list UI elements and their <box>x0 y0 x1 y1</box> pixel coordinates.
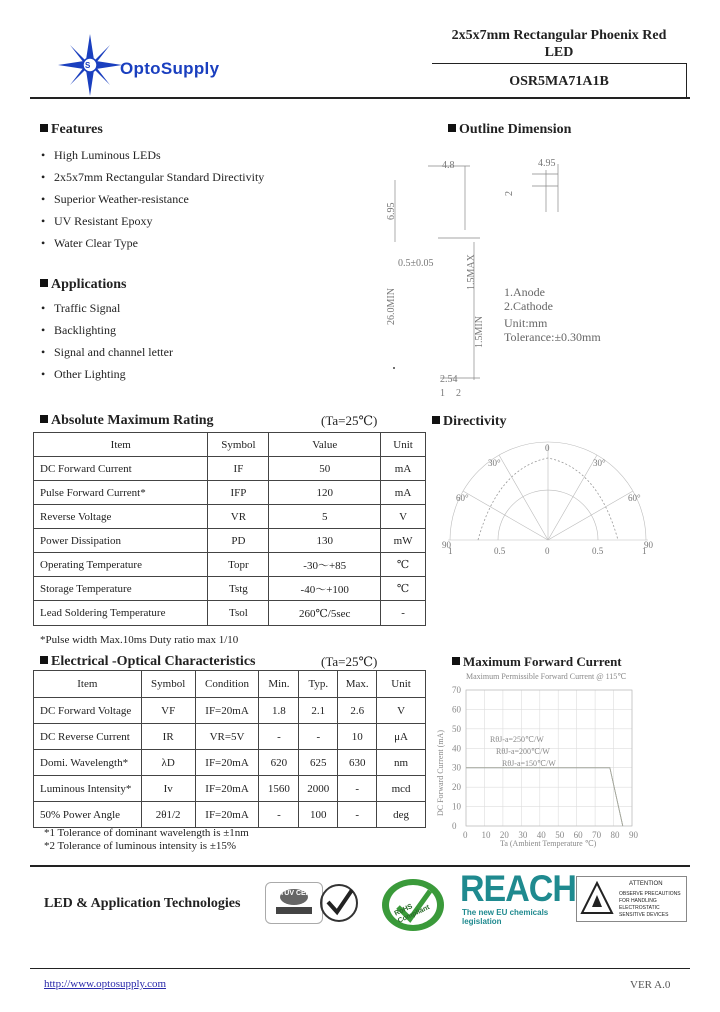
cell: 5 <box>269 505 381 529</box>
table-row <box>34 505 426 529</box>
cell: mcd <box>377 776 426 802</box>
dim-lead: 0.5±0.05 <box>398 258 434 269</box>
scale-label: 0.5 <box>592 546 604 556</box>
dim-pitch: 2.54 <box>440 374 458 385</box>
y-tick-label: 60 <box>452 704 461 715</box>
series-line <box>466 768 623 826</box>
cell: -40～+100 <box>269 577 381 601</box>
x-tick-label: 60 <box>573 830 583 840</box>
cell: 2.1 <box>299 698 338 724</box>
scale-label: 0 <box>545 546 550 556</box>
electrical-footnote-2: *2 Tolerance of luminous intensity is ±15% <box>44 840 237 852</box>
cell: V <box>377 698 426 724</box>
cell: Pulse Forward Current* <box>34 481 208 505</box>
cell: IR <box>141 724 195 750</box>
pin-1: 1 <box>440 388 445 399</box>
abs-max-title: Absolute Maximum Rating <box>40 413 214 429</box>
company-name: LED & Application Technologies <box>44 896 241 911</box>
directivity-title: Directivity <box>432 414 507 430</box>
header-cell: Item <box>34 671 142 698</box>
cell: mA <box>381 481 426 505</box>
cell: IF <box>208 457 269 481</box>
checkmark-icon <box>318 882 360 924</box>
cell: Reverse Voltage <box>34 505 208 529</box>
legend-entry: RθJ-a=150℃/W <box>502 759 556 768</box>
reach-logo: REACH <box>460 868 576 910</box>
x-tick-label: 70 <box>592 830 602 840</box>
application-item: • Signal and channel letter <box>41 345 173 359</box>
version: VER A.0 <box>630 979 671 991</box>
cell: Topr <box>208 553 269 577</box>
cell: mA <box>381 457 426 481</box>
title-divider <box>432 63 686 64</box>
x-tick-label: 50 <box>555 830 565 840</box>
cell: V <box>381 505 426 529</box>
pin-2: 2 <box>456 388 461 399</box>
y-tick-label: 50 <box>452 723 461 734</box>
cell: IFP <box>208 481 269 505</box>
cell: Domi. Wavelength* <box>34 750 142 776</box>
feature-item: • Superior Weather-resistance <box>41 192 189 206</box>
cell: 630 <box>338 750 377 776</box>
y-tick-label: 10 <box>452 801 461 812</box>
title-line-1: 2x5x7mm Rectangular Phoenix Red <box>451 28 667 43</box>
legend-entry: RθJ-a=250℃/W <box>490 735 544 744</box>
outline-title: Outline Dimension <box>448 122 571 138</box>
angle-label: 0 <box>545 443 550 453</box>
abs-max-footnote: *Pulse width Max.10ms Duty ratio max 1/10 <box>40 634 239 646</box>
table-row <box>34 529 426 553</box>
header-cell: Symbol <box>141 671 195 698</box>
x-tick-label: 10 <box>481 830 491 840</box>
header-right-vline <box>686 63 687 97</box>
header-cell: Condition <box>195 671 259 698</box>
cell: Power Dissipation <box>34 529 208 553</box>
feature-item: • Water Clear Type <box>41 236 138 250</box>
table-row <box>34 802 426 828</box>
cell: λD <box>141 750 195 776</box>
cell: deg <box>377 802 426 828</box>
cell: IF=20mA <box>195 776 259 802</box>
logo-star-icon <box>58 34 128 96</box>
cell: Lead Soldering Temperature <box>34 601 208 626</box>
dim-flange: 1.5MAX <box>466 254 477 290</box>
cell: VR=5V <box>195 724 259 750</box>
feature-item: • 2x5x7mm Rectangular Standard Directivity <box>41 170 265 184</box>
feature-item: • UV Resistant Epoxy <box>41 214 153 228</box>
header-cell: Typ. <box>299 671 338 698</box>
table-row <box>34 750 426 776</box>
cell: 2.6 <box>338 698 377 724</box>
tuv-icon <box>266 883 322 923</box>
cell: -30～+85 <box>269 553 381 577</box>
logo <box>58 34 128 104</box>
header-cell: Value <box>269 433 381 457</box>
dim-width: 4.8 <box>442 160 455 171</box>
legend-entry: RθJ-a=200℃/W <box>496 747 550 756</box>
feature-item: • High Luminous LEDs <box>41 148 161 162</box>
esd-title: ATTENTION <box>629 881 663 887</box>
series-line <box>466 768 623 826</box>
cell: VR <box>208 505 269 529</box>
table-row <box>34 481 426 505</box>
cell: DC Forward Current <box>34 457 208 481</box>
abs-max-condition: (Ta=25℃) <box>321 413 378 428</box>
scale-label: 1 <box>642 546 647 556</box>
electrical-condition: (Ta=25℃) <box>321 654 378 669</box>
table-row <box>34 457 426 481</box>
angle-label: 60° <box>628 493 641 503</box>
cell: 50% Power Angle <box>34 802 142 828</box>
cell: 50 <box>269 457 381 481</box>
y-tick-label: 70 <box>452 685 461 695</box>
esd-line: FOR HANDLING <box>619 898 657 904</box>
note-tolerance: Tolerance:±0.30mm <box>504 330 601 344</box>
scale-label: 0.5 <box>494 546 506 556</box>
x-tick-label: 90 <box>629 830 638 840</box>
svg-text:S: S <box>85 61 91 70</box>
cell: Luminous Intensity* <box>34 776 142 802</box>
header-cell: Unit <box>381 433 426 457</box>
esd-warning-icon <box>580 881 614 915</box>
header-cell: Item <box>34 433 208 457</box>
chart-subtitle: Maximum Permissible Forward Current @ 115℃ <box>466 672 627 681</box>
cell: - <box>338 802 377 828</box>
bottom-rule <box>30 968 690 969</box>
angle-label: 60° <box>456 493 469 503</box>
cell: Tsol <box>208 601 269 626</box>
brand-name: OptoSupply <box>120 59 220 78</box>
header-rule <box>30 97 690 99</box>
max-forward-chart <box>430 668 690 850</box>
x-tick-label: 40 <box>536 830 546 840</box>
cell: IF=20mA <box>195 750 259 776</box>
reach-badge <box>460 868 576 926</box>
dim-height: 6.95 <box>386 202 397 220</box>
table-header-row <box>34 433 426 457</box>
cell: DC Forward Voltage <box>34 698 142 724</box>
cell: Storage Temperature <box>34 577 208 601</box>
website-link[interactable]: http://www.optosupply.com <box>44 978 167 990</box>
cell: 2000 <box>299 776 338 802</box>
x-tick-label: 30 <box>518 830 528 840</box>
header-cell: Max. <box>338 671 377 698</box>
applications-title: Applications <box>40 277 126 293</box>
note-anode: 1.Anode <box>504 285 545 299</box>
cell: 620 <box>259 750 299 776</box>
table-row <box>34 776 426 802</box>
tuv-label: TÜV CERT <box>280 890 315 897</box>
y-tick-label: 30 <box>452 762 461 773</box>
cell: Iv <box>141 776 195 802</box>
dim-thickness: 2 <box>504 191 515 196</box>
esd-line: OBSERVE PRECAUTIONS <box>619 891 681 897</box>
note-unit: Unit:mm <box>504 316 548 330</box>
outline-drawing <box>370 150 700 405</box>
cell: 2θ1/2 <box>141 802 195 828</box>
table-row <box>34 577 426 601</box>
cell: 260℃/5sec <box>269 601 381 626</box>
cell: Tstg <box>208 577 269 601</box>
cell: ℃ <box>381 577 426 601</box>
cell: DC Reverse Current <box>34 724 142 750</box>
cell: - <box>299 724 338 750</box>
footer-rule <box>30 865 690 867</box>
y-tick-label: 40 <box>452 743 461 754</box>
directivity-chart <box>438 438 660 558</box>
cell: mW <box>381 529 426 553</box>
electrical-table <box>33 670 426 828</box>
rohs-label: RoHS Compliant <box>393 903 431 925</box>
cell: 120 <box>269 481 381 505</box>
angle-label: 90 <box>644 540 653 550</box>
table-row <box>34 553 426 577</box>
reach-subtitle: The new EU chemicals legislation <box>462 908 549 926</box>
application-item: • Backlighting <box>41 323 116 337</box>
cell: - <box>381 601 426 626</box>
note-cathode: 2.Cathode <box>504 299 553 313</box>
header-cell: Min. <box>259 671 299 698</box>
cell: IF=20mA <box>195 698 259 724</box>
cell: 1560 <box>259 776 299 802</box>
part-number: OSR5MA71A1B <box>509 74 609 89</box>
x-tick-label: 20 <box>499 830 509 840</box>
cell: 130 <box>269 529 381 553</box>
angle-label: 30° <box>593 458 606 468</box>
cell: 100 <box>299 802 338 828</box>
title-line-2: LED <box>544 45 574 60</box>
table-header-row <box>34 671 426 698</box>
table-row <box>34 724 426 750</box>
max-forward-title: Maximum Forward Current <box>452 654 622 670</box>
check-badge <box>318 882 360 924</box>
cell: 1.8 <box>259 698 299 724</box>
application-item: • Other Lighting <box>41 367 126 381</box>
dim-lead-length: 26.0MIN <box>386 288 397 325</box>
tuv-badge <box>265 882 323 924</box>
table-row <box>34 698 426 724</box>
angle-label: 30° <box>488 458 501 468</box>
cell: nm <box>377 750 426 776</box>
cell: - <box>259 724 299 750</box>
cell: ℃ <box>381 553 426 577</box>
header-cell: Symbol <box>208 433 269 457</box>
y-tick-label: 20 <box>452 782 461 793</box>
esd-badge <box>576 876 687 922</box>
dim-bend: 1.5MIN <box>474 316 485 348</box>
esd-line: ELECTROSTATIC <box>619 905 660 911</box>
angle-label: 90 <box>442 540 451 550</box>
cell: Operating Temperature <box>34 553 208 577</box>
scale-label: 1 <box>448 546 453 556</box>
cell: μA <box>377 724 426 750</box>
table-row <box>34 601 426 626</box>
features-title: Features <box>40 122 103 138</box>
cell: - <box>338 776 377 802</box>
electrical-title: Electrical -Optical Characteristics <box>40 654 255 670</box>
header-cell: Unit <box>377 671 426 698</box>
plot-frame <box>466 690 632 826</box>
cell: IF=20mA <box>195 802 259 828</box>
x-tick-label: 0 <box>463 830 468 840</box>
cell: 10 <box>338 724 377 750</box>
dim-depth: 4.95 <box>538 158 556 169</box>
cell: PD <box>208 529 269 553</box>
cell: 625 <box>299 750 338 776</box>
y-tick-label: 0 <box>452 821 457 831</box>
esd-line: SENSITIVE DEVICES <box>619 912 669 918</box>
cell: VF <box>141 698 195 724</box>
chart-xlabel: Ta (Ambient Temperature ℃) <box>500 839 597 848</box>
cell: - <box>259 802 299 828</box>
application-item: • Traffic Signal <box>41 301 121 315</box>
rohs-badge <box>380 877 446 933</box>
electrical-footnote-1: *1 Tolerance of dominant wavelength is ±1nm <box>44 827 249 839</box>
series-line <box>466 768 623 826</box>
chart-ylabel: DC Forward Current (mA) <box>436 730 445 816</box>
x-tick-label: 80 <box>610 830 620 840</box>
abs-max-table <box>33 432 426 626</box>
